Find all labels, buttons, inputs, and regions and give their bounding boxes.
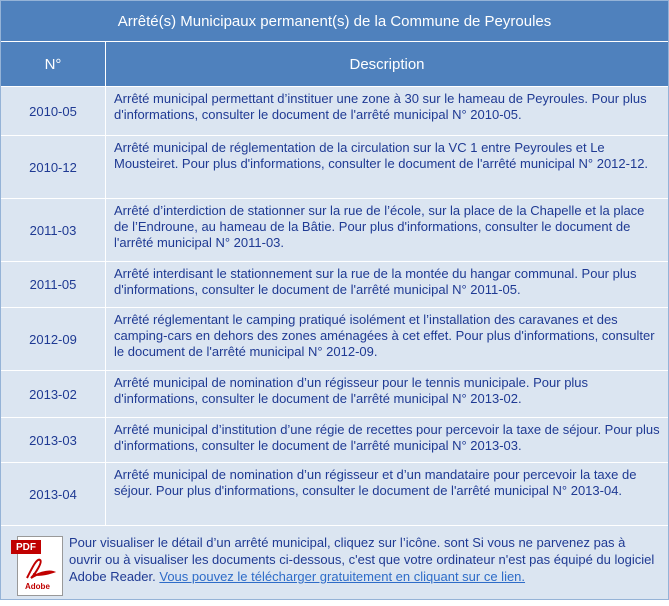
adobe-label: Adobe [25,582,50,591]
header-number: N° [1,42,106,86]
row-number: 2010-12 [1,136,106,198]
footer-info: Pour visualiser le détail d’un arrêté municipal, cliquez sur l’icône. sont Si vous ne parvenez pas à ouvrir ou à visualiser les documents ci-dessous, c'est que votre ordinateur n'est pas équipé du logiciel Adobe Reader. [69,535,655,584]
row-description: Arrêté d’interdiction de stationner sur la rue de l’école, sur la place de la Chapelle et la place de l’Endroune, au hameau de la Bâtie. Pour plus d'informations, consulter le document de l'arrêté municipal N° 2011-03. [114,203,645,250]
row-number: 2013-04 [1,463,106,525]
table-row [1,371,668,418]
table-row [1,87,668,136]
table-row [1,418,668,463]
table-title: Arrêté(s) Municipaux permanent(s) de la Commune de Peyroules [1,1,668,42]
row-number: 2010-05 [1,87,106,135]
pdf-icon[interactable] [7,534,69,606]
row-description: Arrêté municipal de nomination d’un régisseur pour le tennis municipale. Pour plus d'informations, consulter le document de l'arrêté municipal N° 2013-02. [114,375,589,406]
pdf-label: PDF [11,540,41,554]
table-row [1,262,668,308]
table-header [1,42,668,87]
row-number: 2011-03 [1,199,106,261]
row-number: 2013-02 [1,371,106,417]
download-link[interactable]: Vous pouvez le télécharger gratuitement en cliquant sur ce lien. [159,569,526,584]
table-row [1,463,668,526]
row-description: Arrêté réglementant le camping pratiqué isolément et l’installation des caravanes et des camping-cars en dehors des zones aménagées à cet effet. Pour plus d'informations, consulter le document de l'arrêté municipal N° 2012-09. [114,312,655,359]
footer-note [1,526,668,606]
table-row [1,136,668,199]
row-number: 2012-09 [1,308,106,370]
row-number: 2011-05 [1,262,106,307]
table-row [1,308,668,371]
row-description: Arrêté interdisant le stationnement sur la rue de la montée du hangar communal. Pour plus d'informations, consulter le document de l'arrêté municipal N° 2011-05. [114,266,637,297]
row-description: Arrêté municipal d’institution d’une régie de recettes pour percevoir la taxe de séjour. Pour plus d'informations, consulter le document de l'arrêté municipal N° 2013-03. [114,422,660,453]
row-description: Arrêté municipal de réglementation de la circulation sur la VC 1 entre Peyroules et Le Mousteiret. Pour plus d'informations, consulter le document de l'arrêté municipal N° 2012-12. [114,140,649,171]
header-description: Description [349,55,425,73]
footer-text [69,534,660,606]
table-row [1,199,668,262]
row-description: Arrêté municipal permettant d’instituer une zone à 30 sur le hameau de Peyroules. Pour plus d'informations, consulter le document de l'arrêté municipal N° 2010-05. [114,91,647,122]
row-number: 2013-03 [1,418,106,462]
adobe-swirl-icon [23,556,57,582]
row-description: Arrêté municipal de nomination d’un régisseur et d’un mandataire pour percevoir la taxe de séjour. Pour plus d'informations, consulter le document de l'arrêté municipal N° 2013-04. [114,467,637,498]
